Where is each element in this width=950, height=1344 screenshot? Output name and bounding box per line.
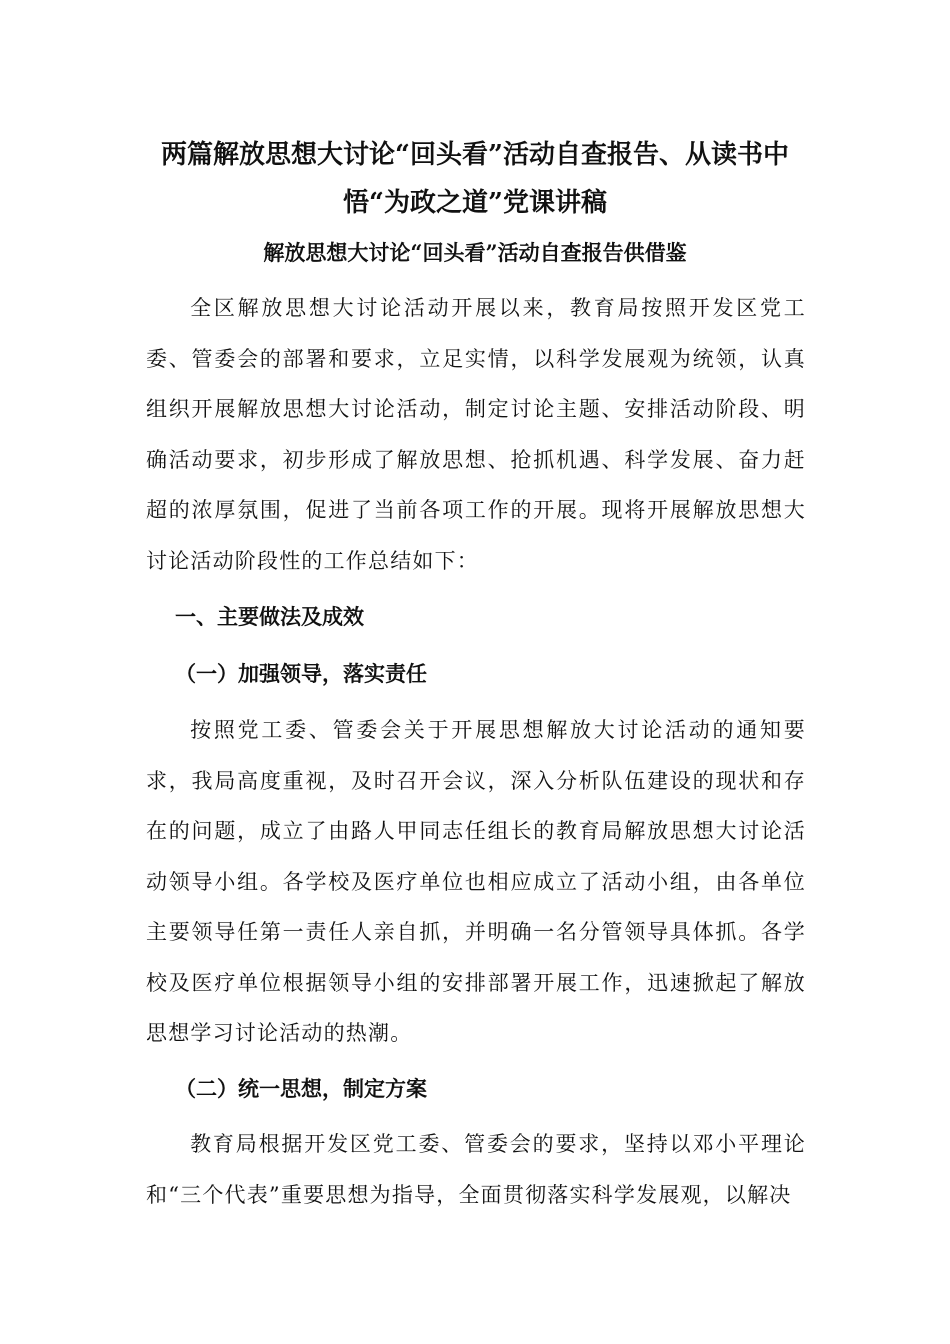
paragraph-leadership: 按照党工委、管委会关于开展思想解放大讨论活动的通知要求，我局高度重视，及时召开会议，深入分析队伍建设的现状和存在的问题，成立了由路人甲同志任组长的教育局解放思想大讨论活动领导小组。各学校及医疗单位也相应成立了活动小组，由各单位主要领导任第一责任人亲自抓，并明确一名分管领导具体抓。各学校及医疗单位根据领导小组的安排部署开展工作，迅速掀起了解放思想学习讨论活动的热潮。 <box>146 718 806 1045</box>
subsection-heading-leadership: （一）加强领导，落实责任 <box>175 661 427 686</box>
section-heading-main-practices: 一、主要做法及成效 <box>175 604 364 629</box>
document-subtitle: 解放思想大讨论“回头看”活动自查报告供借鉴 <box>263 240 687 265</box>
paragraph-intro: 全区解放思想大讨论活动开展以来，教育局按照开发区党工委、管委会的部署和要求，立足实情，以科学发展观为统领，认真组织开展解放思想大讨论活动，制定讨论主题、安排活动阶段、明确活动要求，初步形成了解放思想、抢抓机遇、科学发展、奋力赶超的浓厚氛围，促进了当前各项工作的开展。现将开展解放思想大讨论活动阶段性的工作总结如下： <box>146 296 806 573</box>
paragraph-unify-thinking: 教育局根据开发区党工委、管委会的要求，坚持以邓小平理论和“三个代表”重要思想为指导，全面贯彻落实科学发展观，以解决 <box>146 1132 806 1207</box>
document-title-line-1: 两篇解放思想大讨论“回头看”活动自查报告、从读书中 <box>161 140 789 170</box>
document-title-line-2: 悟“为政之道”党课讲稿 <box>343 188 607 218</box>
subsection-heading-unify-thinking: （二）统一思想，制定方案 <box>175 1076 427 1101</box>
